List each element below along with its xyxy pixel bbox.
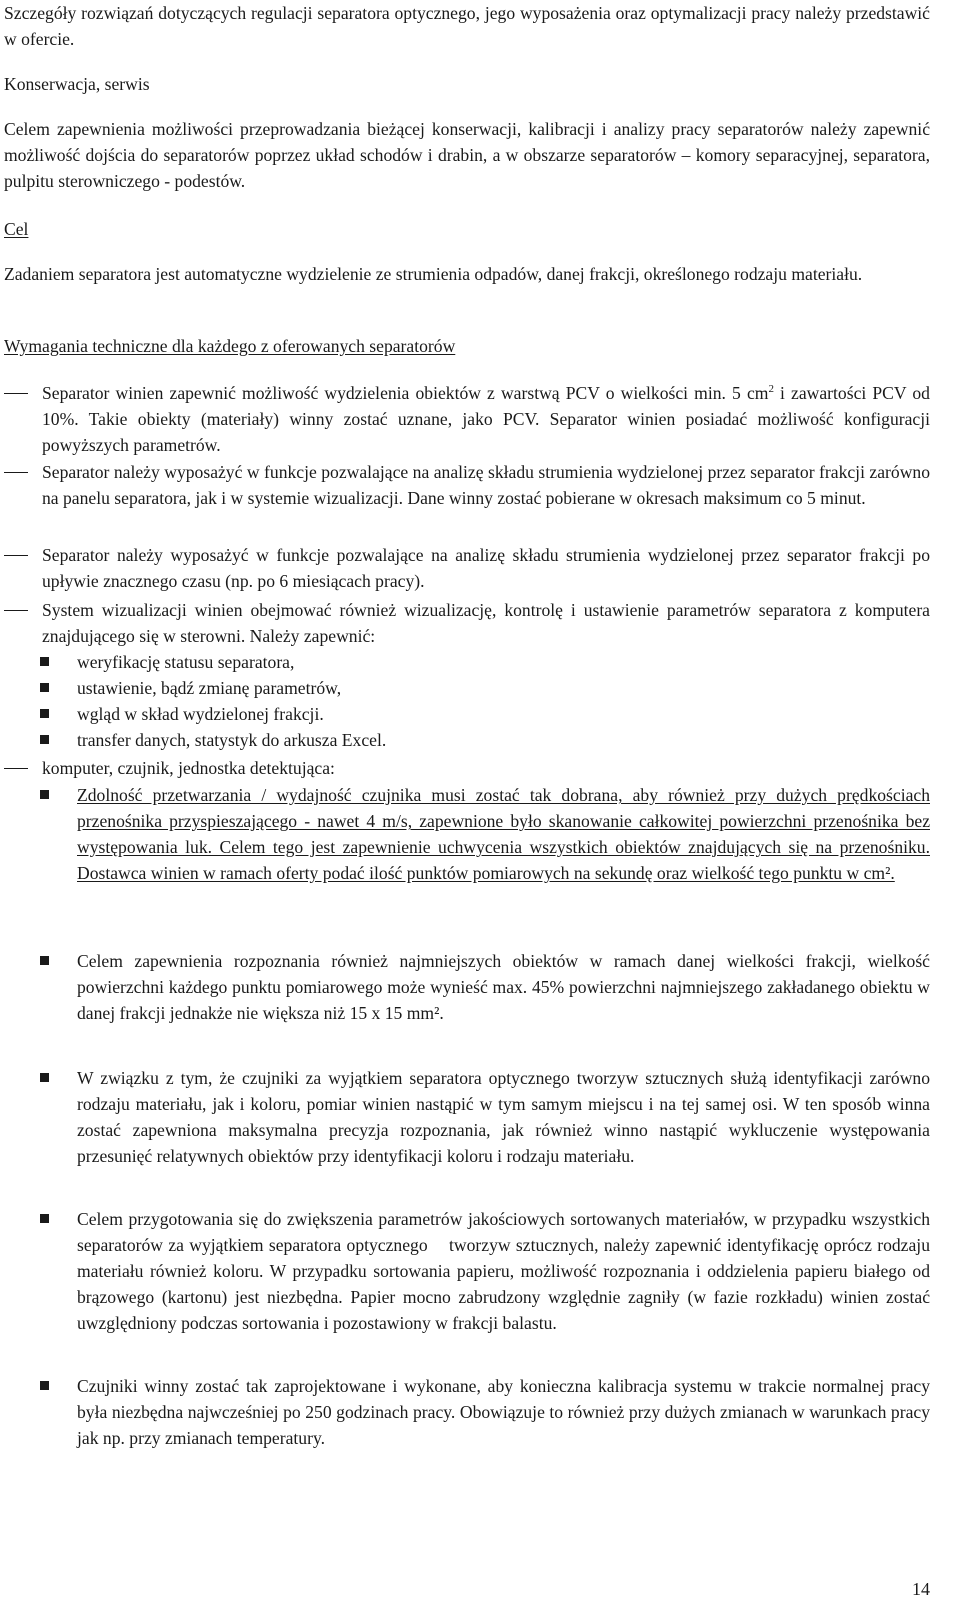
requirement-text-part: i zawartości PCV od 10%. Takie obiekty (materiały) winny zostać uznane, jako PCV. Separator winien posiadać możliwość konfiguracji powyższych parametrów. [42, 383, 930, 455]
dash-marker [4, 472, 28, 473]
sub-list-text: W związku z tym, że czujniki za wyjątkiem separatora optycznego tworzyw sztucznych służą identyfikacji zarówno rodzaju materiału, jak i koloru, pomiar winien nastąpić w tym samym miejscu i na tej samej osi. W ten sposób winna zostać zapewniona maksymalna precyzja rozpoznania, jak również winno nastąpić wykluczenie występowania przesunięć relatywnych obiektów przy identyfikacji koloru i rodzaju materiału. [77, 1068, 930, 1166]
dash-marker [4, 393, 28, 394]
requirement-text-part: Separator winien zapewnić możliwość wydzielenia obiektów z warstwą PCV o wielkości min. 5 cm [42, 383, 769, 403]
square-bullet-icon [40, 709, 49, 718]
maintenance-heading: Konserwacja, serwis [4, 74, 150, 94]
square-bullet-icon [40, 1381, 49, 1390]
sub-list-item [40, 948, 930, 1026]
page-number: 14 [912, 1579, 930, 1599]
requirement-text: Separator należy wyposażyć w funkcje pozwalające na analizę składu strumienia wydzielonej przez separator frakcji po upływie znacznego czasu (np. po 6 miesiącach pracy). [42, 545, 930, 591]
requirement-item [4, 755, 930, 781]
requirement-item [4, 542, 930, 594]
sub-list-text: ustawienie, bądź zmianę parametrów, [77, 678, 342, 698]
requirements-heading: Wymagania techniczne dla każdego z oferowanych separatorów [4, 336, 456, 356]
sub-list-item [40, 675, 930, 701]
dash-marker [4, 768, 28, 769]
sub-list-item [40, 727, 930, 753]
dash-marker [4, 555, 28, 556]
sub-list-text: weryfikację statusu separatora, [77, 652, 295, 672]
requirement-item [4, 459, 930, 511]
requirement-text [42, 380, 930, 458]
sub-list-item [40, 701, 930, 727]
requirement-text: System wizualizacji winien obejmować również wizualizację, kontrolę i ustawienie parametrów separatora z komputera znajdującego się w sterowni. Należy zapewnić: [42, 600, 930, 646]
square-bullet-icon [40, 735, 49, 744]
requirement-text: Separator należy wyposażyć w funkcje pozwalające na analizę składu strumienia wydzielonej przez separator frakcji zarówno na panelu separatora, jak i w systemie wizualizacji. Dane winny zostać pobierane w okresach maksimum co 5 minut. [42, 462, 930, 508]
requirement-item [4, 380, 930, 458]
square-bullet-icon [40, 1214, 49, 1223]
goal-heading: Cel [4, 219, 29, 239]
square-bullet-icon [40, 1073, 49, 1082]
square-bullet-icon [40, 657, 49, 666]
sub-list-text: Czujniki winny zostać tak zaprojektowane i wykonane, aby konieczna kalibracja systemu w trakcie normalnej pracy była niezbędna najwcześniej po 250 godzinach pracy. Obowiązuje to również przy dużych zmianach w warunkach pracy jak np. przy zmianach temperatury. [77, 1376, 930, 1448]
dash-marker [4, 610, 28, 611]
sub-list-text: Celem zapewnienia rozpoznania również najmniejszych obiektów w ramach danej wielkości frakcji, wielkość powierzchni każdego punktu pomiarowego może wynieść max. 45% powierzchni najmniejszego zakładanego obiektu w danej frakcji jednakże nie większa niż 15 x 15 mm². [77, 951, 930, 1023]
square-bullet-icon [40, 956, 49, 965]
requirement-item [4, 597, 930, 649]
square-bullet-icon [40, 790, 49, 799]
sub-list-item [40, 1065, 930, 1169]
sub-list-item [40, 1206, 935, 1336]
sub-list-item [40, 1373, 930, 1451]
sub-list-text: Zdolność przetwarzania / wydajność czujnika musi zostać tak dobrana, aby również przy dużych prędkościach przenośnika przyspieszającego - nawet 4 m/s, zapewnione było skanowanie całkowitej powierzchni przenośnika bez występowania luk. Celem tego jest zapewnienie uchwycenia wszystkich obiektów znajdujących się na przenośniku. Dostawca winien w ramach oferty podać ilość punktów pomiarowych na sekundę oraz wielkość tego punktu w cm². [77, 785, 930, 883]
square-bullet-icon [40, 683, 49, 692]
maintenance-paragraph: Celem zapewnienia możliwości przeprowadzania bieżącej konserwacji, kalibracji i analizy pracy separatorów należy zapewnić możliwość dojścia do separatorów poprzez układ schodów i drabin, a w obszarze separatorów – komory separacyjnej, separatora, pulpitu sterowniczego - podestów. [4, 119, 930, 191]
intro-paragraph: Szczegóły rozwiązań dotyczących regulacji separatora optycznego, jego wyposażenia oraz optymalizacji pracy należy przedstawić w ofercie. [4, 3, 930, 49]
sub-list-text: Celem przygotowania się do zwiększenia parametrów jakościowych sortowanych materiałów, w przypadku wszystkich separatorów za wyjątkiem separatora optycznego tworzyw sztucznych, należy zapewnić identyfikację oprócz rodzaju materiału również koloru. W przypadku sortowania papieru, możliwość rozpoznania i oddzielenia papieru białego od brązowego (kartonu) jest niezbędna. Papier mocno zabrudzony względnie zagniły (w fazie rozkładu) winien zostać uwzględniony podczas sortowania i pozostawiony w frakcji balastu. [77, 1209, 935, 1333]
superscript: 2 [768, 383, 774, 396]
sub-list-item [40, 782, 930, 886]
sub-list-text: wgląd w skład wydzielonej frakcji. [77, 704, 324, 724]
requirement-text: komputer, czujnik, jednostka detektująca: [42, 758, 335, 778]
sub-list-item [40, 649, 930, 675]
goal-paragraph: Zadaniem separatora jest automatyczne wydzielenie ze strumienia odpadów, danej frakcji, określonego rodzaju materiału. [4, 264, 863, 284]
sub-list-text: transfer danych, statystyk do arkusza Excel. [77, 730, 387, 750]
